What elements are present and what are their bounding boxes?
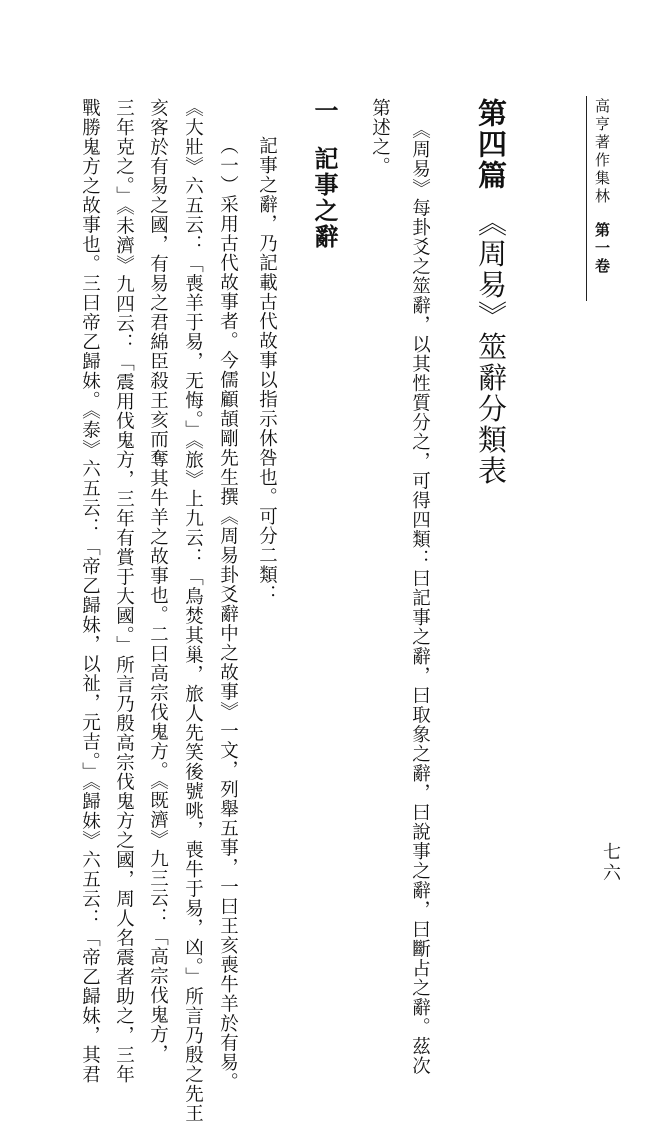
page-number: 七六 — [600, 842, 621, 884]
text-line: 亥客於有易之國，有易之君綿臣殺王亥而奪其牛羊之故事也。二曰高宗伐鬼方。《既濟》九三云：「高宗伐鬼方， — [147, 98, 169, 1064]
section-title: 記事之辭 — [310, 146, 339, 250]
running-header — [586, 96, 624, 301]
section-heading — [310, 98, 339, 250]
chapter-name: 《周易》筮辭分類表 — [474, 222, 508, 487]
text-line: 《大壯》六五云：「喪羊于易，无悔。」《旅》上九云：「鳥焚其巢，旅人先笑後號咷，喪牛于易，凶。」所言乃殷之先王 — [182, 98, 204, 1123]
text-line: 記事之辭，乃記載古代故事以指示休咎也。可分二類： — [256, 136, 278, 604]
header-rule — [586, 96, 587, 301]
chapter-heading — [474, 98, 508, 487]
text-line: 三年克之。」《未濟》九四云：「震用伐鬼方，三年有賞于大國。」所言乃殷高宗伐鬼方之國，周人名震者助之，三年 — [113, 98, 135, 1085]
text-line: （一）采用古代故事者。今儒顧頡剛先生撰《周易卦爻辭中之故事》一文，列舉五事，一曰王亥喪牛羊於有易。 — [217, 136, 239, 1092]
volume-label: 第一卷 — [593, 222, 611, 276]
text-line: 《周易》每卦爻之筮辭，以其性質分之，可得四類：曰記事之辭，曰取象之辭，曰說事之辭，曰斷占之辭。茲次 — [409, 120, 431, 1076]
book-title: 高亨著作集林 — [593, 98, 611, 206]
chapter-label: 第四篇 — [474, 98, 508, 191]
text-line: 第述之。 — [369, 98, 391, 176]
section-number: 一 — [310, 98, 339, 124]
text-line: 戰勝鬼方之故事也。三曰帝乙歸妹。《泰》六五云：「帝乙歸妹，以祉，元吉。」《歸妹》六五云：「帝乙歸妹，其君 — [79, 98, 101, 1085]
